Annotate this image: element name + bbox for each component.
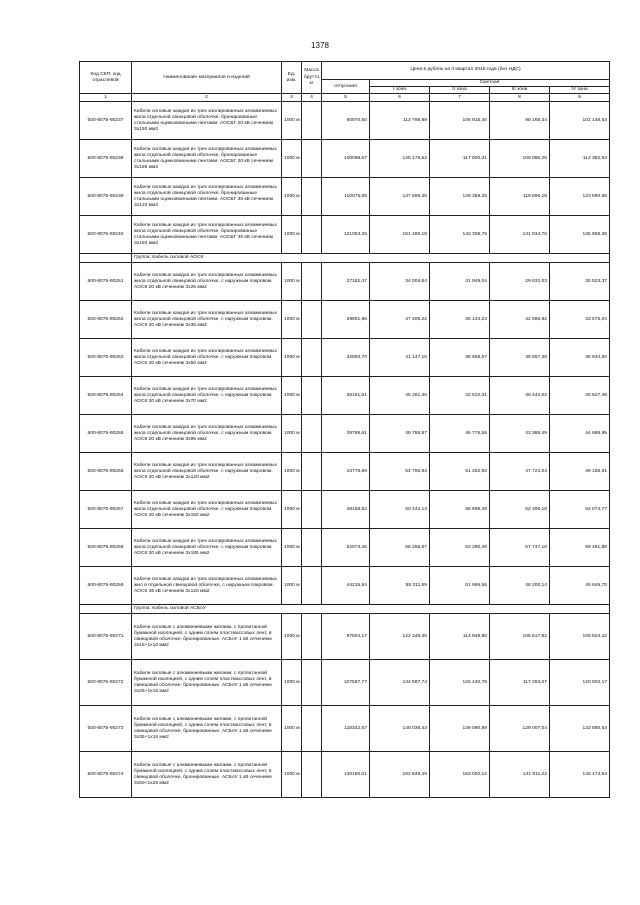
row-name: Кабели силовые каждая из трех изолированных алюминиевых жила отдельной свинцовой оболочке, с наружным покровом. АОСК 20 кВ сечением 3х50 мм2 bbox=[132, 339, 282, 377]
table-row bbox=[80, 453, 610, 491]
row-price-zone2: 153 002,12 bbox=[430, 752, 490, 798]
row-code: 500-8075-90239 bbox=[80, 178, 132, 216]
row-price-zone4: 123 590,68 bbox=[550, 178, 610, 216]
row-price-zone4: 120 802,17 bbox=[550, 660, 610, 706]
row-code: 500-8075-90257 bbox=[80, 491, 132, 529]
row-code: 500-8075-90274 bbox=[80, 752, 132, 798]
row-name: Кабели силовые с алюминиевыми жилами, с пропитанной бумажной изоляцией, с одним слоем пластмассовых лент, в свинцовой оболочке, бронированные. АСБлУ 1 кВ сечением 3х16+1х10 мм2 bbox=[132, 614, 282, 660]
row-price-zone3: 39 442,02 bbox=[490, 377, 550, 415]
column-number: 8 bbox=[490, 94, 550, 102]
row-price-zone1: 162 849,49 bbox=[370, 752, 430, 798]
row-price-release: 52973,45 bbox=[322, 529, 370, 567]
header-estimate: Сметная bbox=[370, 80, 610, 87]
row-unit: 1000 м bbox=[282, 102, 302, 140]
row-code: 500-8075-90237 bbox=[80, 102, 132, 140]
row-price-zone4: 146 173,54 bbox=[550, 752, 610, 798]
row-price-zone1: 148 036,43 bbox=[370, 706, 430, 752]
row-price-release: 36181,51 bbox=[322, 377, 370, 415]
row-price-zone4: 36 934,82 bbox=[550, 339, 610, 377]
table-row bbox=[80, 614, 610, 660]
group-code-cell bbox=[80, 605, 132, 614]
row-price-release: 90970,50 bbox=[322, 102, 370, 140]
row-price-zone2: 62 260,49 bbox=[430, 529, 490, 567]
table-row bbox=[80, 415, 610, 453]
row-unit: 1000 м bbox=[282, 178, 302, 216]
table-row bbox=[80, 529, 610, 567]
column-number: 6 bbox=[370, 94, 430, 102]
row-name: Кабели силовые с алюминиевыми жилами, с пропитанной бумажной изоляцией, с одним слоем пластмассовых лент, в свинцовой оболочке, бронированные. АСБлУ 1 кВ сечением 3х35+1х16 мм2 bbox=[132, 706, 282, 752]
column-number: 4 bbox=[302, 94, 322, 102]
row-price-zone3: 35 857,38 bbox=[490, 339, 550, 377]
row-code: 500-8075-90251 bbox=[80, 263, 132, 301]
row-code: 500-8075-90273 bbox=[80, 706, 132, 752]
row-mass bbox=[302, 140, 322, 178]
row-price-zone4: 49 156,61 bbox=[550, 453, 610, 491]
table-row bbox=[80, 706, 610, 752]
row-price-zone4: 44 688,95 bbox=[550, 415, 610, 453]
row-price-zone2: 142 306,75 bbox=[430, 216, 490, 254]
row-mass bbox=[302, 529, 322, 567]
row-code: 500-8075-90259 bbox=[80, 567, 132, 605]
row-price-zone4: 109 824,22 bbox=[550, 614, 610, 660]
row-price-zone2: 117 600,31 bbox=[430, 140, 490, 178]
row-name: Кабели силовые каждая из трех изолированных алюминиевых жила отдельной свинцовой оболочке, с наружным покровом. АОСК 20 кВ сечением 3х95 мм2 bbox=[132, 415, 282, 453]
group-code-cell bbox=[80, 254, 132, 263]
row-price-zone1: 125 176,52 bbox=[370, 140, 430, 178]
row-price-zone1: 137 699,35 bbox=[370, 178, 430, 216]
table-row bbox=[80, 567, 610, 605]
row-price-zone3: 119 896,18 bbox=[490, 178, 550, 216]
row-price-zone2: 38 658,67 bbox=[430, 339, 490, 377]
row-price-zone3: 131 934,70 bbox=[490, 216, 550, 254]
row-price-zone1: 41 147,15 bbox=[370, 339, 430, 377]
row-name: Кабели силовые с алюминиевыми жилами, с пропитанной бумажной изоляцией, с одним слоем пластмассовых лент, в свинцовой оболочке, бронированные. АСБлУ 1 кВ сечением 3х50+1х25 мм2 bbox=[132, 752, 282, 798]
table-row bbox=[80, 339, 610, 377]
row-name: Кабели силовые каждая из трех изолированных алюминиевых жила отдельной свинцовой оболочке, бронированные стальными оцинкованными лентами. АОСБГ 20 кВ сечением 3х185 мм2 bbox=[132, 140, 282, 178]
row-price-zone4: 40 627,49 bbox=[550, 377, 610, 415]
row-price-zone2: 31 949,04 bbox=[430, 263, 490, 301]
row-mass bbox=[302, 491, 322, 529]
row-code: 500-8075-90238 bbox=[80, 140, 132, 178]
row-price-zone3: 32 596,82 bbox=[490, 301, 550, 339]
row-mass bbox=[302, 377, 322, 415]
row-price-zone1: 54 765,93 bbox=[370, 453, 430, 491]
table-body bbox=[80, 102, 610, 798]
row-price-zone1: 151 486,18 bbox=[370, 216, 430, 254]
row-code: 500-8075-90240 bbox=[80, 216, 132, 254]
row-mass bbox=[302, 339, 322, 377]
header-zone1: I зона bbox=[370, 87, 430, 94]
row-code: 500-8075-90254 bbox=[80, 377, 132, 415]
row-price-zone3: 117 283,07 bbox=[490, 660, 550, 706]
row-price-zone4: 54 074,77 bbox=[550, 491, 610, 529]
column-number: 3 bbox=[282, 94, 302, 102]
row-mass bbox=[302, 752, 322, 798]
row-price-release: 44215,84 bbox=[322, 567, 370, 605]
row-mass bbox=[302, 453, 322, 491]
row-unit: 1000 м bbox=[282, 491, 302, 529]
row-price-release: 39799,61 bbox=[322, 415, 370, 453]
row-unit: 1000 м bbox=[282, 614, 302, 660]
row-code: 500-8075-90256 bbox=[80, 453, 132, 491]
row-price-zone3: 47 724,04 bbox=[490, 453, 550, 491]
row-name: Кабели силовые с алюминиевыми жилами, с пропитанной бумажной изоляцией, с одним слоем пластмассовых лент, в свинцовой оболочке, бронированные. АСБлУ 1 кВ сечением 3х25+1х16 мм2 bbox=[132, 660, 282, 706]
row-unit: 1000 м bbox=[282, 339, 302, 377]
row-price-release: 32893,70 bbox=[322, 339, 370, 377]
column-number: 9 bbox=[550, 94, 610, 102]
row-price-zone3: 106 617,82 bbox=[490, 614, 550, 660]
row-price-release: 110075,08 bbox=[322, 178, 370, 216]
row-price-zone1: 45 261,35 bbox=[370, 377, 430, 415]
header-zone4: IV зона bbox=[550, 87, 610, 94]
row-price-zone1: 34 004,84 bbox=[370, 263, 430, 301]
row-name: Кабели силовые каждая из трех изолированных алюминиевых жила отдельной свинцовой оболочке, с наружным покровом. АОСК 20 кВ сечением 3х25 мм2 bbox=[132, 263, 282, 301]
header-price-title: Цена в рублях на II квартал 2016 года (без НДС) bbox=[322, 62, 610, 80]
header-mass: Масса брутто, кг bbox=[302, 62, 322, 94]
row-unit: 1000 м bbox=[282, 377, 302, 415]
table-row bbox=[80, 102, 610, 140]
row-mass bbox=[302, 102, 322, 140]
header-unit: Ед. изм. bbox=[282, 62, 302, 94]
row-price-zone3: 57 747,16 bbox=[490, 529, 550, 567]
row-price-zone3: 29 632,03 bbox=[490, 263, 550, 301]
row-price-zone2: 46 776,58 bbox=[430, 415, 490, 453]
row-unit: 1000 м bbox=[282, 140, 302, 178]
row-price-zone3: 98 168,34 bbox=[490, 102, 550, 140]
table-row bbox=[80, 752, 610, 798]
row-price-release: 48158,52 bbox=[322, 491, 370, 529]
header-zone2: II зона bbox=[430, 87, 490, 94]
row-price-release: 29901,98 bbox=[322, 301, 370, 339]
header-zone3: III зона bbox=[490, 87, 550, 94]
row-price-release: 118342,57 bbox=[322, 706, 370, 752]
row-price-zone2: 51 966,56 bbox=[430, 567, 490, 605]
row-price-zone2: 126 440,78 bbox=[430, 660, 490, 706]
row-price-release: 121053,25 bbox=[322, 216, 370, 254]
row-price-zone3: 43 386,49 bbox=[490, 415, 550, 453]
row-price-zone3: 48 200,14 bbox=[490, 567, 550, 605]
row-unit: 1000 м bbox=[282, 529, 302, 567]
row-code: 500-8075-90258 bbox=[80, 529, 132, 567]
row-name: Кабели силовые каждая из трех изолированных алюминиевых жила отдельной свинцовой оболочке, бронированные стальными оцинкованными лентами. АОСБГ 20 кВ сечением 3х150 мм2 bbox=[132, 102, 282, 140]
group-title: Группа: Кабель силовой АСБлУ bbox=[132, 605, 610, 614]
row-price-zone1: 122 348,35 bbox=[370, 614, 430, 660]
row-price-zone1: 66 265,67 bbox=[370, 529, 430, 567]
row-mass bbox=[302, 301, 322, 339]
row-price-zone1: 37 405,22 bbox=[370, 301, 430, 339]
row-price-zone2: 51 452,92 bbox=[430, 453, 490, 491]
row-price-zone4: 112 382,63 bbox=[550, 140, 610, 178]
row-name: Кабели силовые каждая из трех изолированных алюминиевых жил в отдельной свинцовой оболочке, с наружным покровом. АОСК 35 кВ сечением 3х120 мм2 bbox=[132, 567, 282, 605]
header-release: отпускная bbox=[322, 80, 370, 94]
row-mass bbox=[302, 660, 322, 706]
group-header-row bbox=[80, 254, 610, 263]
row-name: Кабели силовые каждая из трех изолированных алюминиевых жила отдельной свинцовой оболочке, с наружным покровом. АОСК 20 кВ сечением 3х120 мм2 bbox=[132, 453, 282, 491]
row-mass bbox=[302, 567, 322, 605]
page-number: 1378 bbox=[311, 41, 329, 50]
row-price-zone4: 49 649,70 bbox=[550, 567, 610, 605]
row-price-release: 130180,01 bbox=[322, 752, 370, 798]
row-price-zone1: 49 786,87 bbox=[370, 415, 430, 453]
row-mass bbox=[302, 614, 322, 660]
price-table bbox=[79, 61, 610, 798]
row-unit: 1000 м bbox=[282, 453, 302, 491]
row-unit: 1000 м bbox=[282, 263, 302, 301]
row-mass bbox=[302, 415, 322, 453]
row-price-zone2: 42 522,31 bbox=[430, 377, 490, 415]
row-price-zone4: 33 575,04 bbox=[550, 301, 610, 339]
row-price-zone3: 109 086,26 bbox=[490, 140, 550, 178]
table-row bbox=[80, 660, 610, 706]
column-number: 7 bbox=[430, 94, 490, 102]
header-name: Наименование материалов и изделий bbox=[132, 62, 282, 94]
row-price-release: 107587,77 bbox=[322, 660, 370, 706]
column-number: 1 bbox=[80, 94, 132, 102]
row-code: 500-8075-90252 bbox=[80, 301, 132, 339]
row-mass bbox=[302, 178, 322, 216]
row-unit: 1000 м bbox=[282, 706, 302, 752]
row-mass bbox=[302, 706, 322, 752]
row-price-zone3: 52 496,16 bbox=[490, 491, 550, 529]
row-price-zone1: 55 311,69 bbox=[370, 567, 430, 605]
row-code: 500-8075-90253 bbox=[80, 339, 132, 377]
group-title: Группа: Кабель силовой АОСК bbox=[132, 254, 610, 263]
row-price-zone2: 106 915,40 bbox=[430, 102, 490, 140]
header-code: Код СКП, код отраслевой bbox=[80, 62, 132, 94]
row-price-zone4: 30 523,37 bbox=[550, 263, 610, 301]
row-price-zone1: 60 243,14 bbox=[370, 491, 430, 529]
row-price-release: 97804,17 bbox=[322, 614, 370, 660]
row-price-zone4: 135 959,38 bbox=[550, 216, 610, 254]
row-unit: 1000 м bbox=[282, 660, 302, 706]
row-price-zone2: 56 598,49 bbox=[430, 491, 490, 529]
row-name: Кабели силовые каждая из трех изолированных алюминиевых жила отдельной свинцовой оболочке, с наружным покровом. АОСК 20 кВ сечением 3х185 мм2 bbox=[132, 529, 282, 567]
group-header-row bbox=[80, 605, 610, 614]
row-price-zone4: 132 880,54 bbox=[550, 706, 610, 752]
row-price-release: 100098,57 bbox=[322, 140, 370, 178]
row-price-zone4: 59 481,89 bbox=[550, 529, 610, 567]
row-name: Кабели силовые каждая из трех изолированных алюминиевых жила отдельной свинцовой оболочке, с наружным покровом. АОСК 20 кВ сечением 3х150 мм2 bbox=[132, 491, 282, 529]
row-code: 500-8075-90271 bbox=[80, 614, 132, 660]
row-price-zone1: 113 798,89 bbox=[370, 102, 430, 140]
row-name: Кабели силовые каждая из трех изолированных алюминиевых жила отдельной свинцовой оболочке, бронированные стальными оцинкованными лентами. АОСБГ 35 кВ сечением 3х120 мм2 bbox=[132, 178, 282, 216]
row-unit: 1000 м bbox=[282, 216, 302, 254]
row-price-zone3: 129 007,04 bbox=[490, 706, 550, 752]
column-number: 2 bbox=[132, 94, 282, 102]
table-row bbox=[80, 216, 610, 254]
row-price-release: 27182,47 bbox=[322, 263, 370, 301]
row-code: 500-8075-90255 bbox=[80, 415, 132, 453]
column-number: 5 bbox=[322, 94, 370, 102]
row-price-zone2: 139 090,89 bbox=[430, 706, 490, 752]
row-mass bbox=[302, 216, 322, 254]
row-mass bbox=[302, 263, 322, 301]
row-price-zone1: 134 587,74 bbox=[370, 660, 430, 706]
table-row bbox=[80, 263, 610, 301]
row-unit: 1000 м bbox=[282, 752, 302, 798]
row-price-release: 43778,89 bbox=[322, 453, 370, 491]
table-row bbox=[80, 140, 610, 178]
row-price-zone4: 102 148,54 bbox=[550, 102, 610, 140]
row-price-zone2: 114 949,80 bbox=[430, 614, 490, 660]
row-price-zone2: 129 369,25 bbox=[430, 178, 490, 216]
table-row bbox=[80, 301, 610, 339]
row-unit: 1000 м bbox=[282, 415, 302, 453]
row-name: Кабели силовые каждая из трех изолированных алюминиевых жила отдельной свинцовой оболочке, бронированные стальными оцинкованными лентами. АОСБГ 35 кВ сечением 3х150 мм2 bbox=[132, 216, 282, 254]
table-row bbox=[80, 377, 610, 415]
table-row bbox=[80, 491, 610, 529]
row-name: Кабели силовые каждая из трех изолированных алюминиевых жила отдельной свинцовой оболочке, с наружным покровом. АОСК 20 кВ сечением 3х35 мм2 bbox=[132, 301, 282, 339]
table-row bbox=[80, 178, 610, 216]
row-unit: 1000 м bbox=[282, 567, 302, 605]
row-name: Кабели силовые каждая из трех изолированных алюминиевых жила отдельной свинцовой оболочке, с наружным покровом. АОСК 20 кВ сечением 3х70 мм2 bbox=[132, 377, 282, 415]
row-unit: 1000 м bbox=[282, 301, 302, 339]
column-number-row bbox=[80, 94, 610, 102]
row-price-zone2: 35 144,23 bbox=[430, 301, 490, 339]
row-code: 500-8075-90272 bbox=[80, 660, 132, 706]
row-price-zone3: 141 911,22 bbox=[490, 752, 550, 798]
